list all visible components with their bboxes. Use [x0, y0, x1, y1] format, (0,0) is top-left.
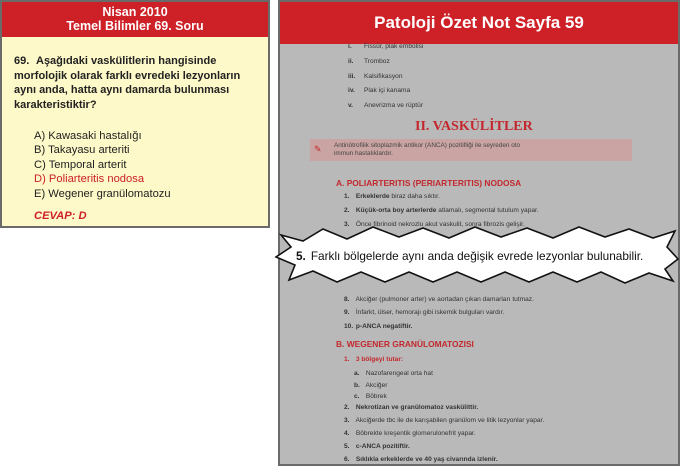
list-item: i. Fissür, plak embolisi [348, 43, 424, 50]
list-item: c. Böbrek [354, 393, 387, 400]
question-stem [14, 54, 264, 112]
option-c: C) Temporal arterit [34, 158, 127, 171]
question-card [0, 0, 270, 228]
list-item: b. Akciğer [354, 382, 388, 389]
list-item: iv. Plak içi kanama [348, 87, 411, 94]
callout-number: 5. [296, 249, 306, 263]
list-item: ii. Tromboz [348, 58, 390, 65]
list-item: 3. Akciğerde tbc ile de karışabilen granülom ve litik lezyonlar yapar. [344, 417, 545, 424]
question-text: Aşağıdaki vaskülitlerin hangisinde morfolojik olarak farklı evredeki lezyonların aynı anda, hatta aynı damarda bulunması karakteristiktir? [14, 55, 241, 111]
list-item: a. Nazofarengeal orta hat [354, 370, 433, 377]
list-item: 8. Akciğer (pulmoner arter) ve aortadan çıkan damarları tutmaz. [344, 296, 534, 303]
callout-text [296, 249, 643, 263]
subsection-title-a: A. POLIARTERITIS (PERIARTERITIS) NODOSA [336, 178, 522, 188]
list-item: 10. p-ANCA negatiftir. [344, 323, 413, 330]
subsection-title-b: B. WEGENER GRANÜLOMATOZISI [336, 339, 474, 349]
answer-key: CEVAP: D [34, 210, 87, 222]
callout-body: Farklı bölgelerde aynı anda değişik evrede lezyonlar bulunabilir. [310, 249, 644, 263]
answer-options [34, 129, 171, 201]
question-header [2, 2, 268, 37]
page-title: Patoloji Özet Not Sayfa 59 [280, 2, 678, 44]
list-item: iii. Kalsifikasyon [348, 73, 403, 80]
list-item: 5. c-ANCA pozitiftir. [344, 443, 410, 450]
exam-date: Nisan 2010 [102, 5, 168, 19]
note-line: Antinötrofilik sitoplazmik antikor (ANCA) pozitifliği ile seyreden oto [334, 142, 521, 149]
exam-question-ref: Temel Bilimler 69. Soru [66, 19, 204, 33]
list-item: 9. İnfarkt, ülser, hemorajı gibi iskemik bulguları vardır. [344, 309, 505, 316]
section-title: II. VASKÜLİTLER [415, 119, 533, 134]
option-d: D) Poliarteritis nodosa [34, 173, 145, 186]
pin-icon: ✎ [314, 144, 322, 154]
option-b: B) Takayasu arteriti [34, 144, 130, 157]
option-a: A) Kawasaki hastalığı [34, 130, 142, 142]
list-item: 3. Önce fibrinoid nekrozlu akut vaskulit, sonra fibrozis gelişir. [344, 221, 525, 228]
list-item: 1. 3 bölgeyi tutar: [344, 356, 404, 363]
note-line: immun hastalıklardır. [334, 150, 393, 157]
option-e: E) Wegener granülomatozu [34, 187, 171, 200]
list-item: v. Anevrizma ve rüptür [348, 102, 423, 109]
list-item: 2. Küçük-orta boy arterlerde atlamalı, segmental tutulum yapar. [344, 207, 539, 214]
list-item: 1. Erkeklerde biraz daha sıktır. [344, 193, 440, 200]
list-item: 4. Böbrekte kreşentik glomerulonefrit yapar. [344, 430, 476, 437]
question-number: 69. [14, 55, 30, 67]
info-note [310, 139, 632, 161]
list-item: 2. Nekrotizan ve granülomatoz vaskülittir. [344, 404, 479, 411]
list-item: 6. Sıklıkla erkeklerde ve 40 yaş civarında izlenir. [344, 456, 498, 463]
